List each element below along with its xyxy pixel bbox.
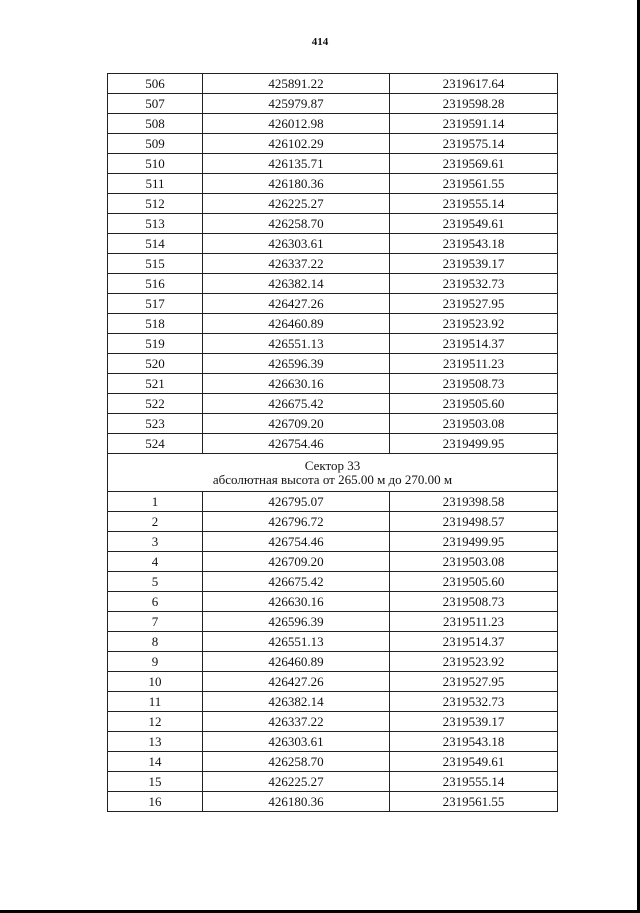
y-coordinate-cell: 2319539.17 xyxy=(390,254,558,274)
table-row xyxy=(108,294,558,314)
point-number-cell: 524 xyxy=(108,434,203,454)
x-coordinate-cell: 426675.42 xyxy=(203,394,390,414)
x-coordinate-cell: 426754.46 xyxy=(203,532,390,552)
point-number-cell: 10 xyxy=(108,672,203,692)
table-row xyxy=(108,134,558,154)
point-number-cell: 518 xyxy=(108,314,203,334)
point-number-cell: 7 xyxy=(108,612,203,632)
y-coordinate-cell: 2319498.57 xyxy=(390,512,558,532)
x-coordinate-cell: 426596.39 xyxy=(203,354,390,374)
table-row xyxy=(108,334,558,354)
table-row xyxy=(108,194,558,214)
table-row xyxy=(108,672,558,692)
point-number-cell: 4 xyxy=(108,552,203,572)
x-coordinate-cell: 426675.42 xyxy=(203,572,390,592)
x-coordinate-cell: 426709.20 xyxy=(203,414,390,434)
point-number-cell: 2 xyxy=(108,512,203,532)
point-number-cell: 12 xyxy=(108,712,203,732)
table-row xyxy=(108,374,558,394)
table-row xyxy=(108,752,558,772)
coordinates-table xyxy=(107,73,558,812)
point-number-cell: 521 xyxy=(108,374,203,394)
point-number-cell: 3 xyxy=(108,532,203,552)
x-coordinate-cell: 426180.36 xyxy=(203,792,390,812)
x-coordinate-cell: 425979.87 xyxy=(203,94,390,114)
x-coordinate-cell: 426427.26 xyxy=(203,672,390,692)
point-number-cell: 508 xyxy=(108,114,203,134)
point-number-cell: 513 xyxy=(108,214,203,234)
point-number-cell: 13 xyxy=(108,732,203,752)
y-coordinate-cell: 2319598.28 xyxy=(390,94,558,114)
table-row xyxy=(108,492,558,512)
point-number-cell: 509 xyxy=(108,134,203,154)
point-number-cell: 516 xyxy=(108,274,203,294)
table-row xyxy=(108,652,558,672)
table-body-after xyxy=(108,492,558,812)
x-coordinate-cell: 426258.70 xyxy=(203,214,390,234)
y-coordinate-cell: 2319508.73 xyxy=(390,374,558,394)
page-number: 414 xyxy=(311,36,329,48)
y-coordinate-cell: 2319539.17 xyxy=(390,712,558,732)
table-row xyxy=(108,572,558,592)
table-row xyxy=(108,792,558,812)
x-coordinate-cell: 426795.07 xyxy=(203,492,390,512)
x-coordinate-cell: 426258.70 xyxy=(203,752,390,772)
x-coordinate-cell: 426225.27 xyxy=(203,772,390,792)
point-number-cell: 8 xyxy=(108,632,203,652)
y-coordinate-cell: 2319398.58 xyxy=(390,492,558,512)
y-coordinate-cell: 2319561.55 xyxy=(390,792,558,812)
table-row xyxy=(108,592,558,612)
y-coordinate-cell: 2319511.23 xyxy=(390,612,558,632)
point-number-cell: 520 xyxy=(108,354,203,374)
point-number-cell: 517 xyxy=(108,294,203,314)
x-coordinate-cell: 426596.39 xyxy=(203,612,390,632)
table-row xyxy=(108,214,558,234)
y-coordinate-cell: 2319555.14 xyxy=(390,194,558,214)
sector-subtitle: абсолютная высота от 265.00 м до 270.00 м xyxy=(212,471,453,487)
point-number-cell: 515 xyxy=(108,254,203,274)
y-coordinate-cell: 2319523.92 xyxy=(390,652,558,672)
table-row xyxy=(108,254,558,274)
table-row xyxy=(108,512,558,532)
x-coordinate-cell: 426630.16 xyxy=(203,374,390,394)
table-row xyxy=(108,94,558,114)
x-coordinate-cell: 426709.20 xyxy=(203,552,390,572)
y-coordinate-cell: 2319549.61 xyxy=(390,214,558,234)
y-coordinate-cell: 2319527.95 xyxy=(390,672,558,692)
y-coordinate-cell: 2319549.61 xyxy=(390,752,558,772)
table-row xyxy=(108,114,558,134)
table-row xyxy=(108,174,558,194)
table-row xyxy=(108,234,558,254)
point-number-cell: 1 xyxy=(108,492,203,512)
x-coordinate-cell: 425891.22 xyxy=(203,74,390,94)
sector-header-body xyxy=(108,454,558,492)
x-coordinate-cell: 426551.13 xyxy=(203,334,390,354)
x-coordinate-cell: 426135.71 xyxy=(203,154,390,174)
x-coordinate-cell: 426630.16 xyxy=(203,592,390,612)
table-body-before xyxy=(108,74,558,454)
table-row xyxy=(108,414,558,434)
x-coordinate-cell: 426012.98 xyxy=(203,114,390,134)
table-row xyxy=(108,712,558,732)
point-number-cell: 510 xyxy=(108,154,203,174)
x-coordinate-cell: 426460.89 xyxy=(203,652,390,672)
y-coordinate-cell: 2319505.60 xyxy=(390,394,558,414)
x-coordinate-cell: 426102.29 xyxy=(203,134,390,154)
y-coordinate-cell: 2319514.37 xyxy=(390,632,558,652)
y-coordinate-cell: 2319508.73 xyxy=(390,592,558,612)
y-coordinate-cell: 2319591.14 xyxy=(390,114,558,134)
x-coordinate-cell: 426337.22 xyxy=(203,254,390,274)
y-coordinate-cell: 2319511.23 xyxy=(390,354,558,374)
x-coordinate-cell: 426460.89 xyxy=(203,314,390,334)
y-coordinate-cell: 2319617.64 xyxy=(390,74,558,94)
y-coordinate-cell: 2319514.37 xyxy=(390,334,558,354)
point-number-cell: 11 xyxy=(108,692,203,712)
table-row xyxy=(108,154,558,174)
point-number-cell: 5 xyxy=(108,572,203,592)
x-coordinate-cell: 426303.61 xyxy=(203,732,390,752)
table-row xyxy=(108,632,558,652)
point-number-cell: 512 xyxy=(108,194,203,214)
table-row xyxy=(108,612,558,632)
table-row xyxy=(108,692,558,712)
sector-header-row xyxy=(108,454,558,492)
point-number-cell: 514 xyxy=(108,234,203,254)
table-row xyxy=(108,732,558,752)
sector-header-cell xyxy=(108,454,558,492)
x-coordinate-cell: 426382.14 xyxy=(203,274,390,294)
y-coordinate-cell: 2319527.95 xyxy=(390,294,558,314)
x-coordinate-cell: 426337.22 xyxy=(203,712,390,732)
point-number-cell: 511 xyxy=(108,174,203,194)
table-row xyxy=(108,74,558,94)
x-coordinate-cell: 426180.36 xyxy=(203,174,390,194)
point-number-cell: 9 xyxy=(108,652,203,672)
table-row xyxy=(108,354,558,374)
y-coordinate-cell: 2319523.92 xyxy=(390,314,558,334)
y-coordinate-cell: 2319532.73 xyxy=(390,692,558,712)
table-row xyxy=(108,314,558,334)
point-number-cell: 522 xyxy=(108,394,203,414)
point-number-cell: 507 xyxy=(108,94,203,114)
point-number-cell: 15 xyxy=(108,772,203,792)
point-number-cell: 6 xyxy=(108,592,203,612)
x-coordinate-cell: 426551.13 xyxy=(203,632,390,652)
y-coordinate-cell: 2319561.55 xyxy=(390,174,558,194)
table-row xyxy=(108,532,558,552)
y-coordinate-cell: 2319503.08 xyxy=(390,414,558,434)
y-coordinate-cell: 2319575.14 xyxy=(390,134,558,154)
point-number-cell: 506 xyxy=(108,74,203,94)
x-coordinate-cell: 426754.46 xyxy=(203,434,390,454)
y-coordinate-cell: 2319499.95 xyxy=(390,532,558,552)
table-row xyxy=(108,274,558,294)
point-number-cell: 519 xyxy=(108,334,203,354)
table-row xyxy=(108,434,558,454)
x-coordinate-cell: 426303.61 xyxy=(203,234,390,254)
table-row xyxy=(108,552,558,572)
y-coordinate-cell: 2319499.95 xyxy=(390,434,558,454)
table-row xyxy=(108,394,558,414)
x-coordinate-cell: 426796.72 xyxy=(203,512,390,532)
sector-title: Сектор 33 xyxy=(304,457,361,473)
x-coordinate-cell: 426382.14 xyxy=(203,692,390,712)
y-coordinate-cell: 2319543.18 xyxy=(390,732,558,752)
x-coordinate-cell: 426225.27 xyxy=(203,194,390,214)
y-coordinate-cell: 2319505.60 xyxy=(390,572,558,592)
point-number-cell: 523 xyxy=(108,414,203,434)
y-coordinate-cell: 2319532.73 xyxy=(390,274,558,294)
point-number-cell: 16 xyxy=(108,792,203,812)
y-coordinate-cell: 2319543.18 xyxy=(390,234,558,254)
y-coordinate-cell: 2319569.61 xyxy=(390,154,558,174)
x-coordinate-cell: 426427.26 xyxy=(203,294,390,314)
y-coordinate-cell: 2319555.14 xyxy=(390,772,558,792)
y-coordinate-cell: 2319503.08 xyxy=(390,552,558,572)
table-row xyxy=(108,772,558,792)
point-number-cell: 14 xyxy=(108,752,203,772)
